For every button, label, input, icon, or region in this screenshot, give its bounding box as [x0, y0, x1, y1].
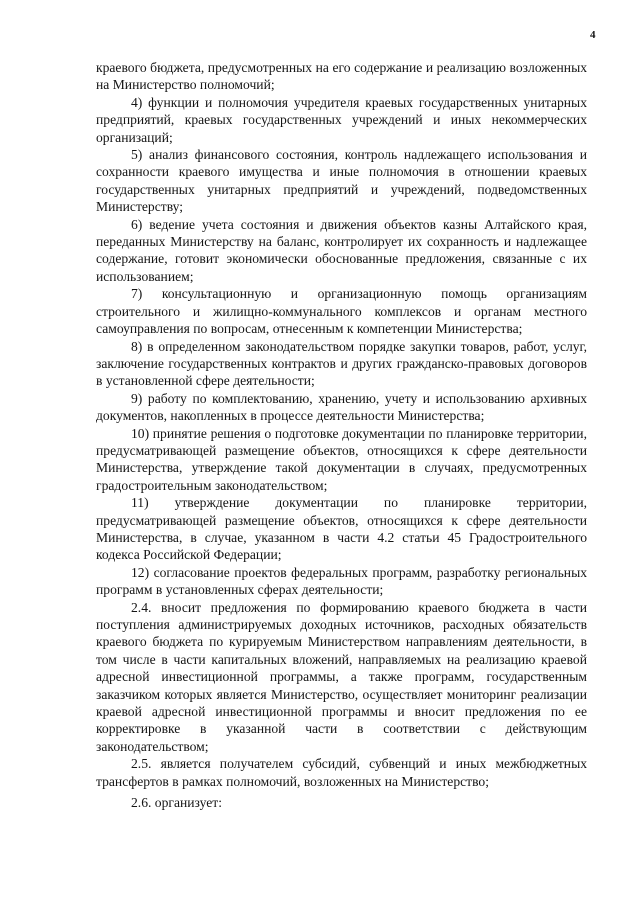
paragraph-item-12: 12) согласование проектов федеральных программ, разработку региональных программ в установленных сферах деятельности; — [96, 564, 587, 598]
document-body — [96, 59, 587, 811]
paragraph-item-8: 8) в определенном законодательством порядке закупки товаров, работ, услуг, заключение государственных контрактов и других гражданско-правовых договоров в установленной сфере деятельности; — [96, 338, 587, 389]
paragraph-item-6: 6) ведение учета состояния и движения объектов казны Алтайского края, переданных Министерству на баланс, контролирует их сохранность и надлежащее содержание, готовит экономически обоснованные предложения, связанные с их использованием; — [96, 216, 587, 284]
paragraph-item-7: 7) консультационную и организационную помощь организациям строительного и жилищно-коммунального комплексов и органам местного самоуправления по вопросам, отнесенным к компетенции Министерства; — [96, 286, 587, 337]
paragraph-section-2-6: 2.6. организует: — [131, 795, 222, 811]
paragraph-item-11: 11) утверждение документации по планировке территории, предусматривающей размещение объектов, относящихся к сфере деятельности Министерства, в случае, указанном в части 4.2 статьи 45 Градостроительного кодекса Российской Федерации; — [96, 495, 587, 563]
paragraph-section-2-5: 2.5. является получателем субсидий, субвенций и иных межбюджетных трансфертов в рамках полномочий, возложенных на Министерство; — [96, 756, 587, 789]
page-number: 4 — [590, 29, 596, 41]
paragraph-item-10: 10) принятие решения о подготовке документации по планировке территории, предусматривающей размещение объектов, относящихся к сфере деятельности Министерства, утверждение такой документации в случаях, предусмотренных градостроительным законодательством; — [96, 425, 587, 493]
paragraph-item-4: 4) функции и полномочия учредителя краевых государственных унитарных предприятий, краевых государственных учреждений и иных некоммерческих организаций; — [96, 94, 587, 145]
paragraph-item-5: 5) анализ финансового состояния, контроль надлежащего использования и сохранности краевого имущества и иные полномочия в отношении краевых государственных унитарных предприятий и учреждений, подведомственных Министерству; — [96, 147, 587, 215]
paragraph-continuation: краевого бюджета, предусмотренных на его содержание и реализацию возложенных на Министерство полномочий; — [96, 60, 587, 93]
paragraph-item-9: 9) работу по комплектованию, хранению, учету и использованию архивных документов, накопленных в процессе деятельности Министерства; — [96, 390, 587, 424]
paragraph-section-2-4: 2.4. вносит предложения по формированию краевого бюджета в части поступления администрируемых доходных источников, расходных обязательств краевого бюджета по курируемым Министерством направлениям деятельности, в том числе в части капитальных вложений, направляемых на реализацию краевой адресной инвестиционной программы, а также программ, государственным заказчиком которых является Министерство, осуществляет мониторинг реализации краевой адресной инвестиционной программы и вносит предложения по ее корректировке в указанной части в соответствии с действующим законодательством; — [96, 599, 587, 754]
